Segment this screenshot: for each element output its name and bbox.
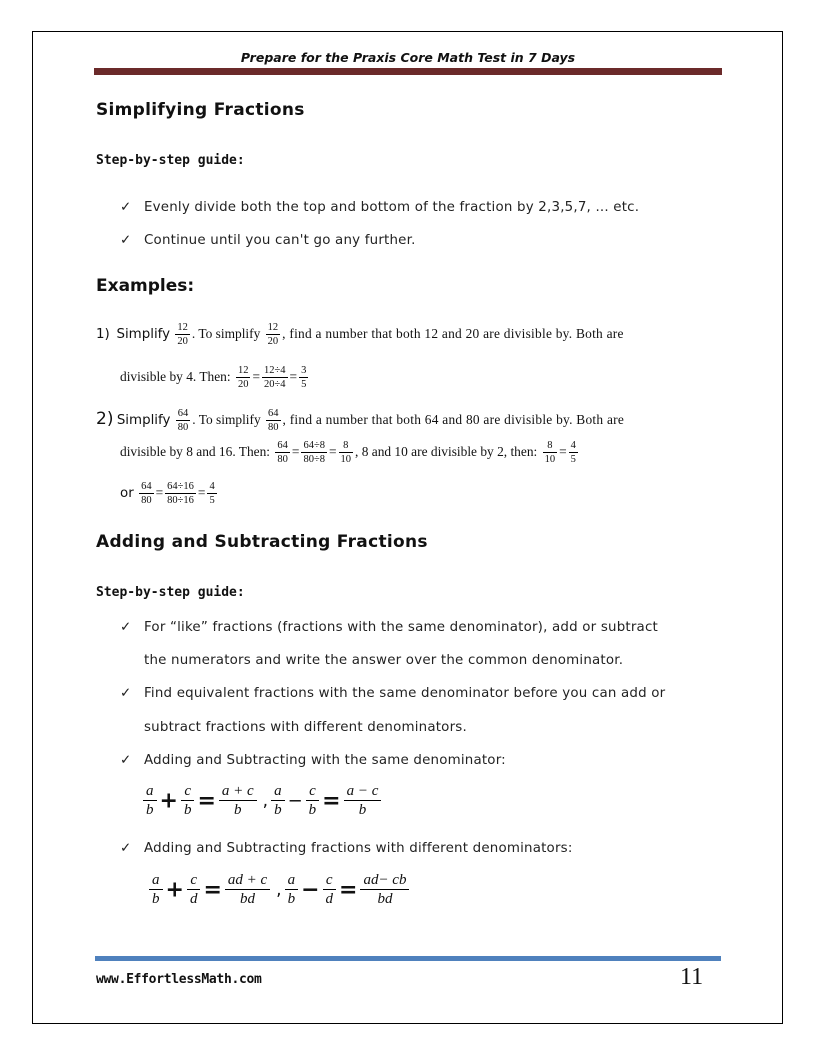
fraction: $\frac{c}{b}$ xyxy=(181,782,195,820)
fraction: $\frac{a + c}{b}$ xyxy=(219,782,257,820)
bullet-2: ✓ Continue until you can't go any further. xyxy=(120,233,416,248)
fraction: $\frac{64}{80}$ xyxy=(268,408,279,433)
check-icon: ✓ xyxy=(120,841,132,856)
fraction: $\frac{12}{20}$ xyxy=(267,322,279,347)
fraction: $\frac{c}{d}$ xyxy=(323,871,337,909)
bullet-3: ✓ For “like” fractions (fractions with the same denominator), add or subtract xyxy=(120,620,658,635)
fraction: $\frac{64\div 16}{80\div 16}$ xyxy=(167,481,194,506)
fraction: $\frac{a}{b}$ xyxy=(143,782,157,820)
example-1-line-2: divisible by 4. Then: $\frac{12}{20}$ = $\frac{12\div 4}{20\div 4}$ = $\frac{3}{5}$ xyxy=(120,365,307,390)
examples-title: Examples: xyxy=(96,276,195,296)
fraction: $\frac{4}{5}$ xyxy=(209,481,215,506)
fraction: $\frac{64}{80}$ xyxy=(177,408,189,433)
fraction: $\frac{a - c}{b}$ xyxy=(344,782,382,820)
bullet-4: ✓ Find equivalent fractions with the same denominator before you can add or xyxy=(120,686,666,701)
bullet-5: ✓ Adding and Subtracting with the same denominator: xyxy=(120,753,506,768)
header-title: Prepare for the Praxis Core Math Test in 7 Days xyxy=(240,50,576,65)
footer-url: www.EffortlessMath.com xyxy=(96,972,262,987)
header-rule xyxy=(94,68,722,75)
fraction: $\frac{c}{d}$ xyxy=(187,871,201,909)
fraction: $\frac{ad- cb}{bd}$ xyxy=(360,871,409,909)
example-1-line-1: 1) Simplify $\frac{12}{20}$ . To simplify $\frac{12}{20}$ , find a number that both 12 and 20 are divisible by. Both are xyxy=(96,322,624,347)
page-number: 11 xyxy=(680,964,704,990)
fraction: $\frac{c}{b}$ xyxy=(306,782,320,820)
fraction: $\frac{ad + c}{bd}$ xyxy=(225,871,270,909)
fraction: $\frac{4}{5}$ xyxy=(570,440,576,465)
fraction: $\frac{a}{b}$ xyxy=(149,871,163,909)
guide-label-2: Step-by-step guide: xyxy=(96,585,245,600)
fraction: $\frac{12}{20}$ xyxy=(237,365,249,390)
fraction: $\frac{a}{b}$ xyxy=(285,871,299,909)
bullet-1: ✓ Evenly divide both the top and bottom of the fraction by 2,3,5,7, ... etc. xyxy=(120,200,640,215)
check-icon: ✓ xyxy=(120,200,132,215)
fraction: $\frac{3}{5}$ xyxy=(301,365,307,390)
fraction: $\frac{64\div 8}{80\div 8}$ xyxy=(303,440,325,465)
fraction: $\frac{12}{20}$ xyxy=(177,322,188,347)
fraction: $\frac{12\div 4}{20\div 4}$ xyxy=(264,365,286,390)
bullet-6: ✓ Adding and Subtracting fractions with different denominators: xyxy=(120,841,573,856)
check-icon: ✓ xyxy=(120,620,132,635)
example-2-line-2: divisible by 8 and 16. Then: $\frac{64}{80}$ = $\frac{64\div 8}{80\div 8}$ = $\frac{8}{10}$ , 8 and 10 are divisible by 2, then: $\frac{8}{10}$ = $\frac{4}{5}$ xyxy=(120,440,576,465)
bullet-4-cont: subtract fractions with different denominators. xyxy=(144,720,467,735)
footer-rule xyxy=(95,956,721,961)
formula-different-denominator: $\frac{a}{b}$ + $\frac{c}{d}$ = $\frac{ad + c}{bd}$ , $\frac{a}{b}$ − $\frac{c}{d}$ = $\frac{ad- cb}{bd}$ xyxy=(146,871,412,909)
check-icon: ✓ xyxy=(120,753,132,768)
fraction: $\frac{8}{10}$ xyxy=(340,440,352,465)
section-title-simplifying: Simplifying Fractions xyxy=(96,100,305,120)
section-title-adding: Adding and Subtracting Fractions xyxy=(96,532,428,552)
fraction: $\frac{8}{10}$ xyxy=(544,440,556,465)
example-2-line-3: or $\frac{64}{80}$ = $\frac{64\div 16}{80\div 16}$ = $\frac{4}{5}$ xyxy=(120,481,215,506)
check-icon: ✓ xyxy=(120,686,132,701)
example-2-line-1: 2) Simplify $\frac{64}{80}$ . To simplify $\frac{64}{80}$ , find a number that both 64 and 80 are divisible by. Both are xyxy=(96,408,625,433)
fraction: $\frac{64}{80}$ xyxy=(277,440,288,465)
bullet-3-cont: the numerators and write the answer over the common denominator. xyxy=(144,653,624,668)
formula-same-denominator: $\frac{a}{b}$ + $\frac{c}{b}$ = $\frac{a + c}{b}$ , $\frac{a}{b}$ − $\frac{c}{b}$ = $\frac{a - c}{b}$ xyxy=(140,782,384,820)
fraction: $\frac{a}{b}$ xyxy=(271,782,285,820)
fraction: $\frac{64}{80}$ xyxy=(141,481,152,506)
check-icon: ✓ xyxy=(120,233,132,248)
guide-label-1: Step-by-step guide: xyxy=(96,153,245,168)
